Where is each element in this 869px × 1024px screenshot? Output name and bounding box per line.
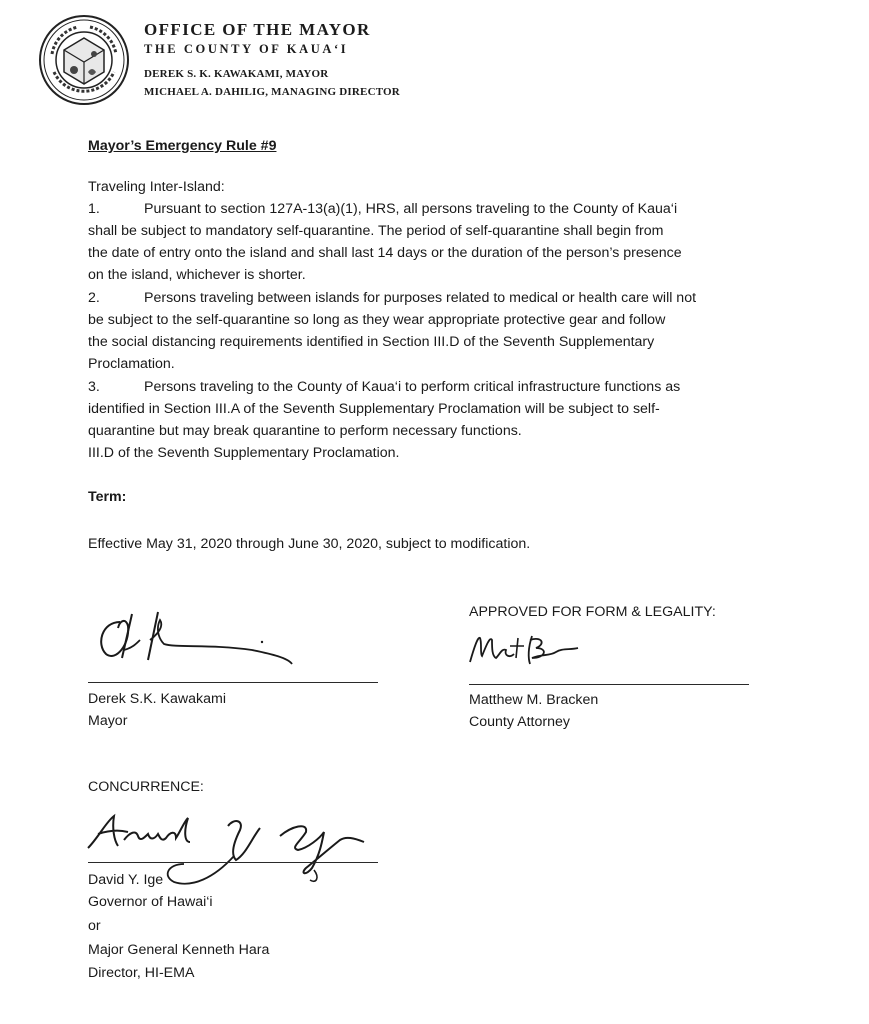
or-text: or — [88, 918, 101, 934]
rule-item-2-number: 2. — [88, 290, 100, 306]
term-text: Effective May 31, 2020 through June 30, 2020, subject to modification. — [88, 536, 531, 552]
mayor-name: Derek S.K. Kawakami — [88, 691, 226, 707]
mayor-title: Mayor — [88, 713, 128, 729]
attorney-signature — [466, 628, 586, 670]
attorney-title: County Attorney — [469, 714, 570, 730]
rule-title: Mayor’s Emergency Rule #9 — [88, 138, 277, 154]
rule-item-1-line-1: 1. Pursuant to section 127A-13(a)(1), HRS, all persons traveling to the County of Kaua‘i — [88, 198, 677, 220]
county-seal-icon — [38, 14, 130, 106]
rule-item-1-line-4: on the island, whichever is shorter. — [88, 267, 306, 283]
rule-item-1-number: 1. — [88, 201, 100, 217]
rule-heading: Traveling Inter-Island: — [88, 179, 225, 195]
term-label: Term: — [88, 489, 127, 505]
rule-item-3-line-1: 3. Persons traveling to the County of Kaua‘i to perform critical infrastructure functions as — [88, 376, 680, 398]
rule-item-2-line-1: 2. Persons traveling between islands for purposes related to medical or health care will not — [88, 287, 696, 309]
governor-signature-line — [88, 862, 378, 863]
rule-item-3-number: 3. — [88, 379, 100, 395]
approved-label: APPROVED FOR FORM & LEGALITY: — [469, 604, 716, 620]
alternate-name: Major General Kenneth Hara — [88, 942, 270, 958]
mayor-signature-line — [88, 682, 378, 683]
rule-item-1-line-3: the date of entry onto the island and shall last 14 days or the duration of the person’s presence — [88, 245, 682, 261]
attorney-name: Matthew M. Bracken — [469, 692, 599, 708]
rule-item-3-line-4: III.D of the Seventh Supplementary Proclamation. — [88, 445, 400, 461]
rule-item-3-line-2: identified in Section III.A of the Seventh Supplementary Proclamation will be subject to self- — [88, 401, 660, 417]
concurrence-label: CONCURRENCE: — [88, 779, 204, 795]
office-title: OFFICE OF THE MAYOR — [144, 20, 371, 39]
alternate-title: Director, HI-EMA — [88, 965, 195, 981]
governor-name: David Y. Ige — [88, 872, 164, 888]
rule-item-2-line-2: be subject to the self-quarantine so long as they wear appropriate protective gear and follow — [88, 312, 666, 328]
rule-item-2-line-3: the social distancing requirements identified in Section III.D of the Seventh Supplementary — [88, 334, 655, 350]
mayor-signature — [92, 604, 302, 672]
governor-title: Governor of Hawai‘i — [88, 894, 213, 910]
rule-item-2-line-4: Proclamation. — [88, 356, 175, 372]
rule-item-1-line-2: shall be subject to mandatory self-quarantine. The period of self-quarantine shall begin from — [88, 223, 664, 239]
county-name: THE COUNTY OF KAUA‘I — [144, 42, 349, 56]
attorney-signature-line — [469, 684, 749, 685]
mayor-line: DEREK S. K. KAWAKAMI, MAYOR — [144, 68, 329, 80]
rule-item-3-line-3: quarantine but may break quarantine to perform necessary functions. — [88, 423, 522, 439]
managing-director-line: MICHAEL A. DAHILIG, MANAGING DIRECTOR — [144, 86, 400, 98]
